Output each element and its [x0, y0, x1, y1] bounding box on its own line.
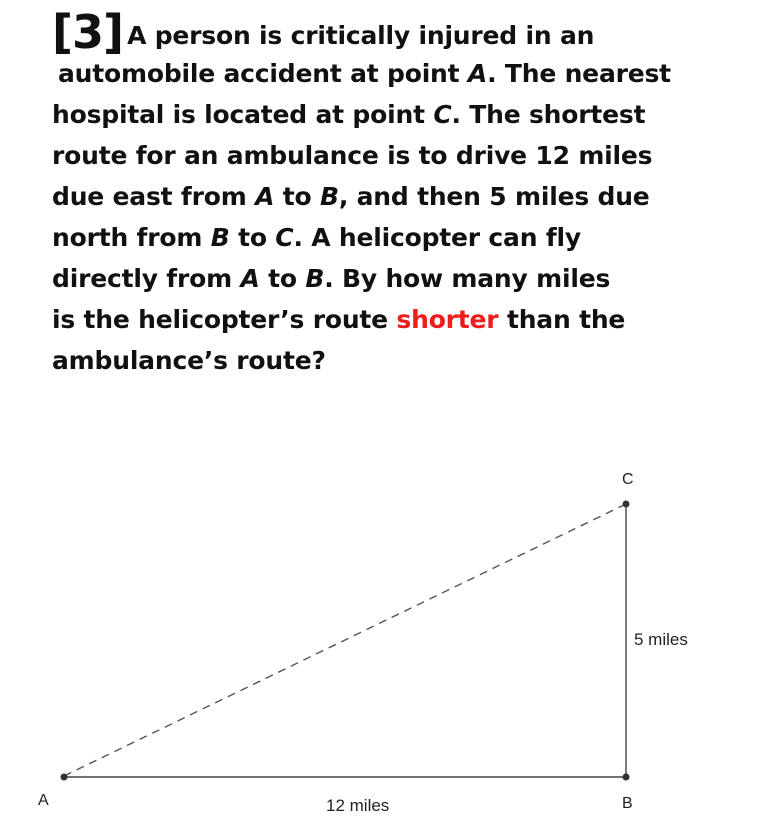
problem-line-9: ambulance’s route?	[52, 346, 326, 375]
point-a-dot	[61, 774, 68, 781]
point-a-label: A	[38, 792, 49, 809]
ab-distance-label: 12 miles	[326, 796, 390, 815]
segment-ac-dashed	[64, 504, 626, 776]
problem-line-8: is the helicopter’s route shorter than the	[52, 305, 626, 334]
point-c-ref: C	[433, 100, 452, 129]
problem-line-2: automobile accident at point A. The nearest	[58, 59, 671, 88]
problem-line-6: north from B to C. A helicopter can fly	[52, 223, 581, 252]
point-c-label: C	[622, 471, 634, 488]
problem-line-1: [3] A person is critically injured in an	[52, 5, 595, 59]
problem-line-5: due east from A to B, and then 5 miles due	[52, 182, 650, 211]
point-c-dot	[623, 501, 630, 508]
point-b-dot	[623, 774, 630, 781]
point-b-label: B	[622, 795, 633, 812]
highlighted-word: shorter	[396, 305, 499, 334]
problem-line-4: route for an ambulance is to drive 12 miles	[52, 141, 653, 170]
problem-number: [3]	[52, 5, 124, 59]
point-a-ref: A	[467, 59, 488, 88]
problem-line-7: directly from A to B. By how many miles	[52, 264, 611, 293]
problem-line-3: hospital is located at point C. The shortest	[52, 100, 646, 129]
bc-distance-label: 5 miles	[634, 630, 688, 649]
